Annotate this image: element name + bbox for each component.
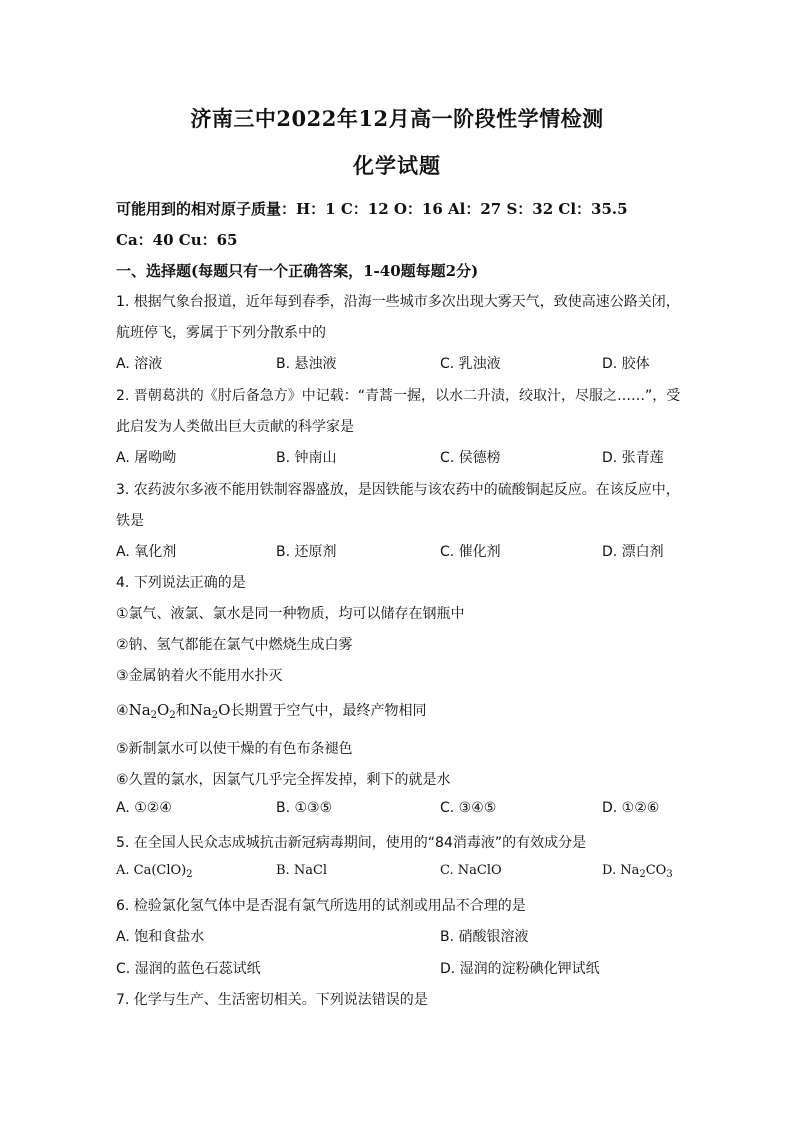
question-1-stem-line-1: 1. 根据气象台报道，近年每到春季，沿海一些城市多次出现大雾天气，致使高速公路关闭， (116, 294, 680, 310)
question-3-stem-line-2: 铁是 (116, 513, 144, 529)
question-6-stem: 6. 检验氯化氢气体中是否混有氯气所选用的试剂或用品不合理的是 (116, 898, 526, 914)
question-1-option-d: D. 胶体 (602, 356, 650, 372)
question-4-stem: 4. 下列说法正确的是 (116, 575, 246, 591)
exam-title: 济南三中2022年12月高一阶段性学情检测 (190, 106, 604, 131)
question-4-statement-3: ③金属钠着火不能用水扑灭 (116, 668, 283, 684)
question-6-option-c: C. 湿润的蓝色石蕊试纸 (116, 961, 261, 977)
question-3-stem-line-1: 3. 农药波尔多液不能用铁制容器盛放，是因铁能与该农药中的硫酸铜起反应。在该反应中， (116, 482, 680, 498)
question-4-statement-2: ②钠、氢气都能在氯气中燃烧生成白雾 (116, 637, 353, 653)
statement-4-prefix: ④ (116, 703, 129, 719)
question-4-statement-5: ⑤新制氯水可以使干燥的有色布条褪色 (116, 741, 353, 757)
question-4-option-a: A. ①②④ (116, 800, 172, 816)
question-4-option-d: D. ①②⑥ (602, 800, 660, 816)
exam-subtitle: 化学试题 (353, 153, 441, 178)
question-1-option-c: C. 乳浊液 (440, 356, 501, 372)
question-2-option-d: D. 张青莲 (602, 450, 664, 466)
question-6-option-a: A. 饱和食盐水 (116, 929, 205, 945)
statement-4-suffix: 长期置于空气中，最终产物相同 (230, 703, 427, 719)
formula-na2o2: $Na_2O_2$ (128, 701, 176, 721)
question-4-statement-1: ①氯气、液氯、氯水是同一种物质，均可以储存在钢瓶中 (116, 606, 465, 622)
question-4-statement-4 (116, 700, 686, 721)
question-4-option-b: B. ①③⑤ (276, 800, 333, 816)
atomic-mass-line-2: Ca：40 Cu：65 (116, 231, 238, 249)
question-5-option-a: A. $Ca(ClO)_2$ (116, 863, 193, 880)
question-2-option-a: A. 屠呦呦 (116, 450, 177, 466)
question-2-option-c: C. 侯德榜 (440, 450, 501, 466)
question-5-option-b: B. NaCl (276, 863, 328, 878)
section-heading: 一、选择题(每题只有一个正确答案，1-40题每题2分) (116, 262, 479, 280)
question-5-option-d: D. $Na_2CO_3$ (602, 863, 673, 880)
question-4-option-c: C. ③④⑤ (440, 800, 497, 816)
question-4-statement-6: ⑥久置的氯水，因氯气几乎完全挥发掉，剩下的就是水 (116, 772, 451, 788)
question-3-option-c: C. 催化剂 (440, 544, 501, 560)
question-5-option-c: C. NaClO (440, 863, 502, 878)
question-7-stem: 7. 化学与生产、生活密切相关。下列说法错误的是 (116, 992, 428, 1008)
question-2-option-b: B. 钟南山 (276, 450, 337, 466)
statement-4-mid: 和 (175, 703, 190, 719)
question-1-stem-line-2: 航班停飞，雾属于下列分散系中的 (116, 325, 326, 341)
question-6-option-d: D. 湿润的淀粉碘化钾试纸 (440, 961, 600, 977)
question-3-option-a: A. 氧化剂 (116, 544, 177, 560)
question-6-option-b: B. 硝酸银溶液 (440, 929, 529, 945)
question-2-stem-line-2: 此启发为人类做出巨大贡献的科学家是 (116, 419, 354, 435)
question-2-stem-line-1: 2. 晋朝葛洪的《肘后备急方》中记载：“青蒿一握，以水二升渍，绞取汁，尽服之……”，受 (116, 388, 681, 404)
atomic-mass-line-1: 可能用到的相对原子质量：H：1 C：12 O：16 Al：27 S：32 Cl：35.5 (116, 200, 628, 218)
question-3-option-b: B. 还原剂 (276, 544, 337, 560)
question-3-option-d: D. 漂白剂 (602, 544, 664, 560)
question-1-option-a: A. 溶液 (116, 356, 163, 372)
question-5-stem: 5. 在全国人民众志成城抗击新冠病毒期间，使用的“84消毒液”的有效成分是 (116, 835, 587, 851)
formula-na2o: $Na_2O$ (189, 701, 231, 721)
question-1-option-b: B. 悬浊液 (276, 356, 337, 372)
